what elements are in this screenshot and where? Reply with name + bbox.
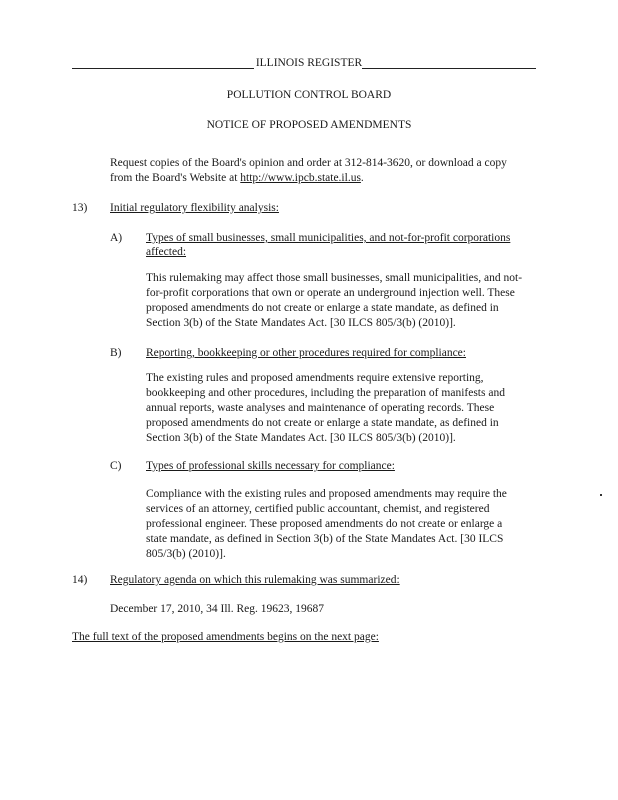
item-c-body-line: services of an attorney, certified public accountant, chemist, and registered [146,503,490,515]
item-b-body-line: proposed amendments do not create or enlarge a state mandate, as defined in [146,417,499,429]
request-line-2-prefix: from the Board's Website at [110,172,241,184]
item-c-number: C) [110,460,122,472]
section-14-body: December 17, 2010, 34 Ill. Reg. 19623, 19687 [110,603,324,615]
section-13-heading: Initial regulatory flexibility analysis: [110,202,279,214]
item-a-body-line: This rulemaking may affect those small businesses, small municipalities, and not- [146,272,523,284]
agency-title: POLLUTION CONTROL BOARD [226,89,392,101]
item-b-body-line: The existing rules and proposed amendments require extensive reporting, [146,372,484,384]
item-a-body-line: proposed amendments do not create or enlarge a state mandate, as defined in [146,302,499,314]
full-text-notice: The full text of the proposed amendments begins on the next page: [72,631,379,643]
item-c-heading: Types of professional skills necessary for compliance: [146,460,395,472]
item-b-body-line: bookkeeping and other procedures, including the preparation of manifests and [146,387,505,399]
board-website-link[interactable]: http://www.ipcb.state.il.us [240,172,361,184]
request-line-2-suffix: . [360,172,364,184]
request-line-1: Request copies of the Board's opinion and order at 312-814-3620, or download a copy [110,157,507,169]
item-a-number: A) [110,232,123,244]
item-b-body-line: annual reports, waste analyses and maintenance of operating records. These [146,402,495,414]
item-c-body-line: professional engineer. These proposed amendments do not create or enlarge a [146,518,503,530]
scan-speck [600,494,602,496]
notice-title: NOTICE OF PROPOSED AMENDMENTS [206,119,412,131]
item-c-body-line: Compliance with the existing rules and proposed amendments may require the [146,488,507,500]
item-a-body-line: for-profit corporations that own or operate an underground injection well. These [146,287,515,299]
item-b-number: B) [110,347,122,359]
item-a-heading-line-1: Types of small businesses, small municipalities, and not-for-profit corporations [146,232,511,244]
section-14-number: 14) [72,574,88,586]
item-b-body-line: Section 3(b) of the State Mandates Act. [30 ILCS 805/3(b) (2010)]. [146,432,456,444]
item-c-body-line: 805/3(b) (2010)]. [146,548,226,560]
register-title: ILLINOIS REGISTER [255,57,363,69]
request-line-2 [110,171,364,186]
item-c-body-line: state mandate, as defined in Section 3(b) of the State Mandates Act. [30 ILCS [146,533,504,545]
item-b-heading: Reporting, bookkeeping or other procedures required for compliance: [146,347,466,359]
section-14-heading: Regulatory agenda on which this rulemaking was summarized: [110,574,400,586]
section-13-number: 13) [72,202,88,214]
item-a-heading-line-2: affected: [146,246,187,258]
item-a-body-line: Section 3(b) of the State Mandates Act. [30 ILCS 805/3(b) (2010)]. [146,317,456,329]
